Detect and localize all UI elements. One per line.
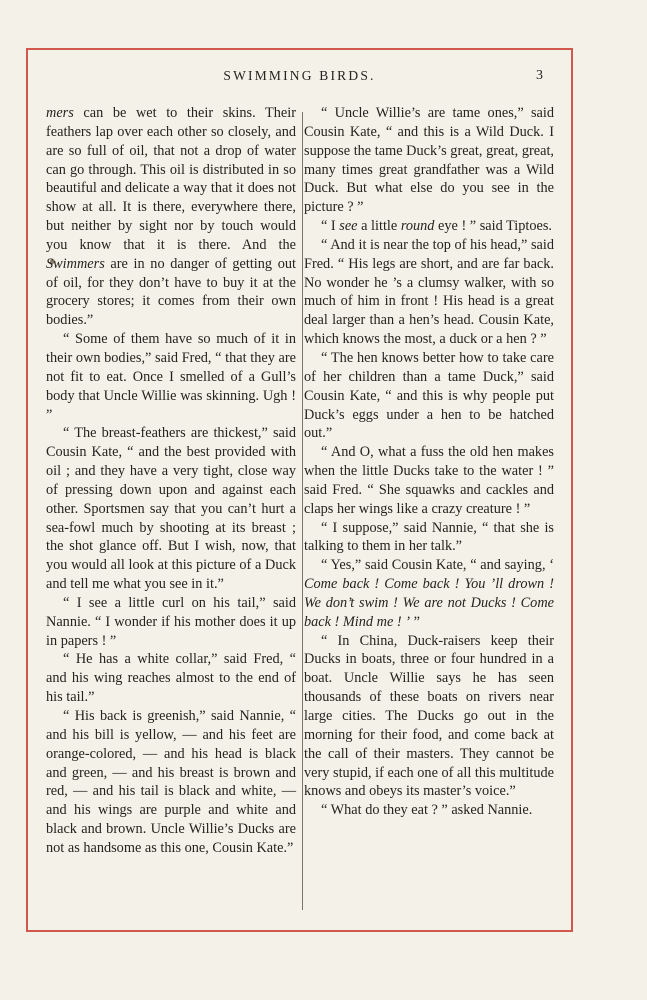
left-column bbox=[46, 104, 296, 858]
italic-text: mers bbox=[46, 105, 74, 121]
italic-text: Swimmers bbox=[46, 255, 105, 272]
text: “ Yes,” said Cousin Kate, “ and saying, ‘ bbox=[321, 557, 554, 574]
paragraph: “ He has a white collar,” said Fred, “ and his wing reaches almost to the end of his tail.” bbox=[46, 651, 296, 706]
italic-text: round bbox=[400, 218, 435, 235]
italic-text: see bbox=[339, 218, 358, 235]
paragraph: “ And O, what a fuss the old hen makes when the little Ducks take to the water ! ” said Fred. “ She squawks and cackles and claps her wings like a crazy creature ! ” bbox=[304, 444, 554, 517]
text: a little bbox=[357, 218, 401, 235]
paragraph: “ I suppose,” said Nannie, “ that she is talking to them in her talk.” bbox=[304, 519, 554, 555]
paragraph bbox=[304, 217, 554, 236]
paragraph: “ In China, Duck-raisers keep their Ducks in boats, three or four hundred in a boat. Uncle Willie says he has seen thousands of these boats on rivers near large cities. The Ducks go out in the morning for their food, and come back at the call of their masters. They cannot be very stupid, if each one of all this multitude knows and obeys its master’s voice.” bbox=[304, 632, 554, 800]
paragraph: “ Uncle Willie’s are tame ones,” said Cousin Kate, “ and this is a Wild Duck. I suppose the tame Duck’s great, great, great, many times great grandfather was a Wild Duck. But what else do you see in the picture ? ” bbox=[304, 105, 554, 216]
paragraph bbox=[304, 556, 554, 631]
text: can be wet to their skins. Their feathers lap over each other so closely, and are so full of oil, that not a drop of water can go through. This oil is distributed in so beautiful and delicate a way that it does not show at all. It is there, everywhere there, but neither by sight nor by touch would you know that it is there. And the bbox=[46, 105, 296, 253]
paragraph: “ His back is greenish,” said Nannie, “ and his bill is yellow, — and his feet are orange-colored, — and his head is black and green, — and his breast is brown and red, — and his tail is black and white, — and his wings are purple and white and black and brown. Uncle Willie’s Ducks are not as handsome as this one, Cousin Kate.” bbox=[46, 708, 296, 856]
running-title: SWIMMING BIRDS. bbox=[223, 68, 376, 83]
text: “ I bbox=[321, 218, 340, 235]
paragraph bbox=[46, 104, 296, 330]
paragraph: “ The breast-feathers are thickest,” said Cousin Kate, “ and the best provided with oil ; and they have a very tight, close way of pressing down upon and against each other. Sportsmen say that you can’t hurt a sea-fowl much by shooting at its breast ; the shot glance off. But I wish, now, that you would all look at this picture of a Duck and tell me what you see in it.” bbox=[46, 425, 296, 593]
paragraph: “ What do they eat ? ” asked Nannie. bbox=[321, 802, 533, 819]
italic-text: Come back ! Come back ! You ’ll drown ! We don’t swim ! We are not Ducks ! Come back ! Mind me ! ’ bbox=[304, 576, 554, 630]
text: ” bbox=[410, 613, 420, 630]
running-head bbox=[26, 68, 573, 88]
right-column bbox=[304, 104, 554, 820]
text: eye ! ” said Tiptoes. bbox=[434, 218, 552, 235]
text: are in no danger of getting out of oil, for they don’t have to buy it at the grocery stores; it comes from their own bodies.” bbox=[46, 255, 296, 329]
paragraph: “ And it is near the top of his head,” said Fred. “ His legs are short, and are far back. No wonder he ’s a clumsy walker, with so much of him in front ! His head is a great deal larger than a hen’s head. Cousin Kate, which knows the most, a duck or a hen ? ” bbox=[304, 236, 554, 348]
paragraph: “ Some of them have so much of it in their own bodies,” said Fred, “ that they are not fit to eat. Once I smelled of a Gull’s body that Uncle Willie was skinning. Ugh ! ” bbox=[46, 331, 296, 423]
paragraph: “ The hen knows better how to take care of her children than a tame Duck,” said Cousin Kate, “ and this is why people put Duck’s eggs under a hen to be hatched out.” bbox=[304, 349, 554, 442]
paragraph: “ I see a little curl on his tail,” said Nannie. “ I wonder if his mother does it up in papers ! ” bbox=[46, 594, 296, 649]
column-divider bbox=[302, 112, 303, 910]
page-number: 3 bbox=[536, 68, 543, 83]
